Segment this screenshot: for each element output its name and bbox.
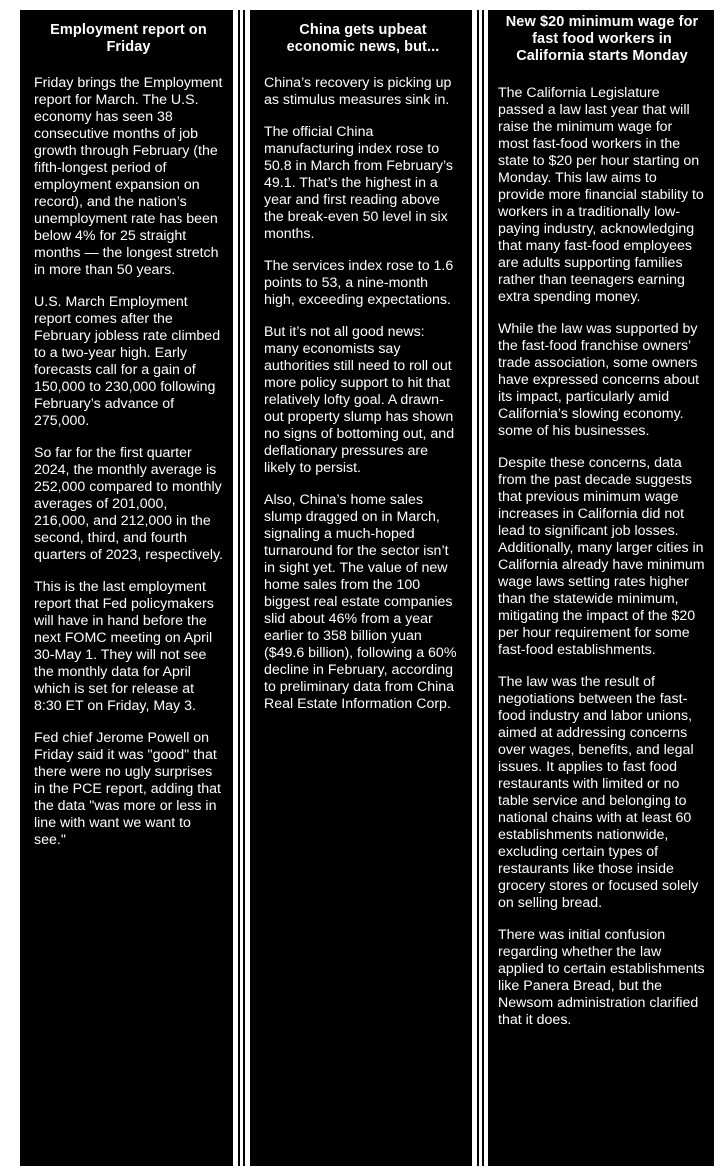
column-divider bbox=[243, 10, 245, 1166]
article-paragraph: The law was the result of negotiations between the fast-food industry and labor unions, aimed at addressing concerns over wages, benefits, and legal issues. It applies to fast food restaurants with limited or no table service and belonging to national chains with at least 60 establishments nationwide, excluding certain types of restaurants like those inside grocery stores or focused solely on selling bread. bbox=[498, 674, 699, 911]
article-employment-report bbox=[20, 10, 233, 1166]
article-paragraph: While the law was supported by the fast-food franchise owners’ trade association, some owners have expressed concerns about its impact, particularly amid California’s slowing economy. some of his businesses. bbox=[498, 321, 700, 439]
column-divider bbox=[238, 10, 240, 1166]
article-paragraph: So far for the first quarter 2024, the monthly average is 252,000 compared to monthly averages of 201,000, 216,000, and 212,000 in the second, third, and fourth quarters of 2023, respectively. bbox=[34, 445, 224, 563]
column-divider bbox=[482, 10, 484, 1166]
column-divider bbox=[477, 10, 479, 1166]
article-paragraph: There was initial confusion regarding whether the law applied to certain establishments like Panera Bread, but the Newsom administration clarified that it does. bbox=[498, 927, 705, 1028]
article-headline: China gets upbeat economic news, but... bbox=[286, 22, 440, 55]
article-paragraph: The services index rose to 1.6 points to 53, a nine-month high, exceeding expectations. bbox=[264, 258, 454, 308]
article-paragraph: Despite these concerns, data from the past decade suggests that previous minimum wage increases in California did not lead to significant job losses. Additionally, many larger cities in California already have minimum wage laws setting rates higher than the statewide minimum, mitigating the impact of the $20 per hour requirement for some fast-food establishments. bbox=[498, 455, 705, 658]
article-paragraph: The California Legislature passed a law last year that will raise the minimum wage for most fast-food workers in the state to $20 per hour starting on Monday. This law aims to provide more financial stability to workers in a traditionally low-paying industry, acknowledging that many fast-food employees are adults supporting families rather than teenagers earning extra spending money. bbox=[498, 85, 704, 305]
article-california-minimum-wage bbox=[488, 10, 714, 1166]
article-china-economy bbox=[250, 10, 472, 1166]
article-paragraph: Also, China’s home sales slump dragged on in March, signaling a much-hoped turnaround for the sector isn’t in sight yet. The value of new home sales from the 100 biggest real estate companies slid about 46% from a year earlier to 358 billion yuan ($49.6 billion), following a 60% decline in February, according to preliminary data from China Real Estate Information Corp. bbox=[264, 492, 457, 712]
article-paragraph: This is the last employment report that Fed policymakers will have in hand before the next FOMC meeting on April 30-May 1. They will not see the monthly data for April which is set for release at 8:30 ET on Friday, May 3. bbox=[34, 579, 214, 714]
article-paragraph: Fed chief Jerome Powell on Friday said it was "good" that there were no ugly surprises in the PCE report, adding that the data "was more or less in line with want we want to see." bbox=[34, 730, 221, 848]
article-headline: New $20 minimum wage for fast food workers in California starts Monday bbox=[505, 14, 699, 64]
article-paragraph: China’s recovery is picking up as stimulus measures sink in. bbox=[264, 75, 452, 108]
article-paragraph: But it’s not all good news: many economists say authorities still need to roll out more policy support to hit that relatively lofty goal. A drawn-out property slump has shown no signs of bottoming out, and deflationary pressures are likely to persist. bbox=[264, 324, 455, 476]
article-paragraph: The official China manufacturing index rose to 50.8 in March from February’s 49.1. That’s the highest in a year and first reading above the break-even 50 level in six months. bbox=[264, 124, 453, 242]
article-paragraph: Friday brings the Employment report for March. The U.S. economy has seen 38 consecutive months of job growth through February (the fifth-longest period of employment expansion on record), and the nation’s unemployment rate has been below 4% for 25 straight months — the longest stretch in more than 50 years. bbox=[34, 75, 223, 278]
article-headline: Employment report on Friday bbox=[50, 22, 207, 55]
article-paragraph: U.S. March Employment report comes after the February jobless rate climbed to a two-year high. Early forecasts call for a gain of 150,000 to 230,000 following February’s advance of 275,000. bbox=[34, 294, 221, 429]
